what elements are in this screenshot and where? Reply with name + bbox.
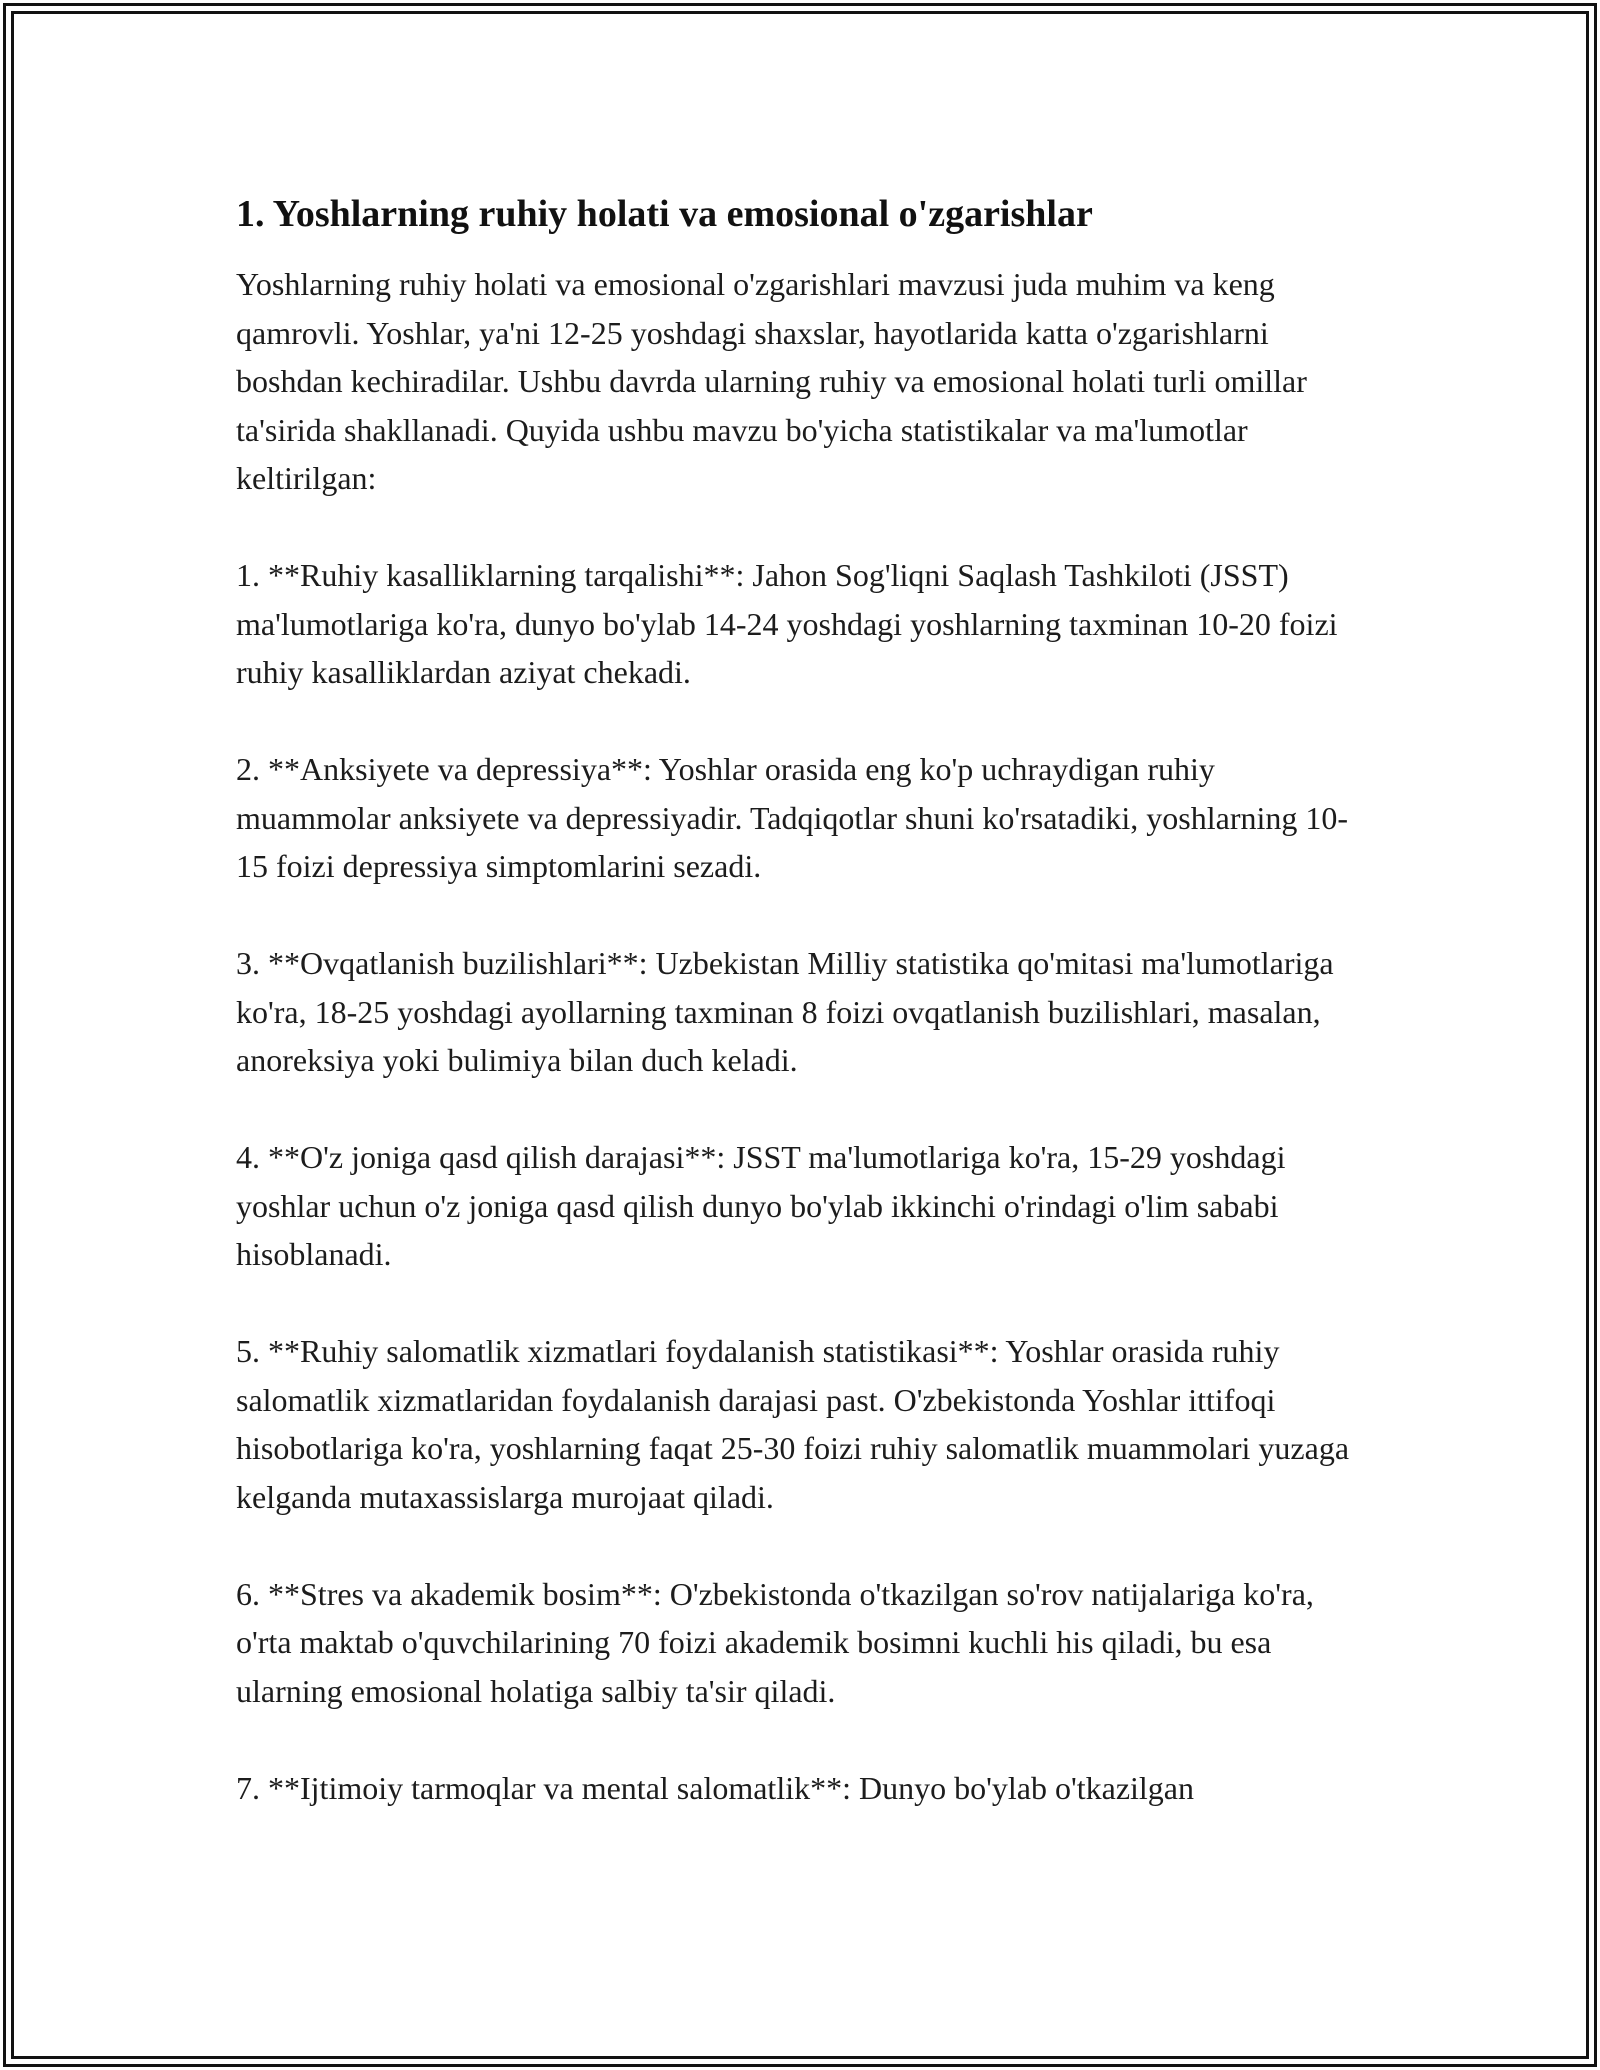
list-item-mental-health-services: 5. **Ruhiy salomatlik xizmatlari foydalanish statistikasi**: Yoshlar orasida ruhiy salomatlik xizmatlaridan foydalanish darajasi past. O'zbekistonda Yoshlar ittifoqi hisobotlariga ko'ra, yoshlarning faqat 25-30 foizi ruhiy salomatlik muammolari yuzaga kelganda mutaxassislarga murojaat qiladi. <box>236 1333 1350 1515</box>
intro-paragraph: Yoshlarning ruhiy holati va emosional o'zgarishlari mavzusi juda muhim va keng qamrovli. Yoshlar, ya'ni 12-25 yoshdagi shaxslar, hayotlarida katta o'zgarishlarni boshdan kechiradilar. Ushbu davrda ularning ruhiy va emosional holati turli omillar ta'sirida shakllanadi. Quyida ushbu mavzu bo'yicha statistikalar va ma'lumotlar keltirilgan: <box>236 266 1307 496</box>
list-item-anxiety-depression: 2. **Anksiyete va depressiya**: Yoshlar orasida eng ko'p uchraydigan ruhiy muammolar anksiyete va depressiyadir. Tadqiqotlar shuni ko'rsatadiki, yoshlarning 10-15 foizi depressiya simptomlarini sezadi. <box>236 751 1349 884</box>
list-item-mental-illness-prevalence: 1. **Ruhiy kasalliklarning tarqalishi**: Jahon Sog'liqni Saqlash Tashkiloti (JSST) ma'lumotlariga ko'ra, dunyo bo'ylab 14-24 yoshdagi yoshlarning taxminan 10-20 foizi ruhiy kasalliklardan aziyat chekadi. <box>236 557 1338 690</box>
section-heading: 1. Yoshlarning ruhiy holati va emosional o'zgarishlar <box>236 193 1093 235</box>
list-item-eating-disorders: 3. **Ovqatlanish buzilishlari**: Uzbekistan Milliy statistika qo'mitasi ma'lumotlariga ko'ra, 18-25 yoshdagi ayollarning taxminan 8 foizi ovqatlanish buzilishlari, masalan, anoreksiya yoki bulimiya bilan duch keladi. <box>236 945 1334 1078</box>
list-item-academic-stress: 6. **Stres va akademik bosim**: O'zbekistonda o'tkazilgan so'rov natijalariga ko'ra, o'rta maktab o'quvchilarining 70 foizi akademik bosimni kuchli his qiladi, bu esa ularning emosional holatiga salbiy ta'sir qiladi. <box>236 1575 1314 1709</box>
list-item-suicide-rate: 4. **O'z joniga qasd qilish darajasi**: JSST ma'lumotlariga ko'ra, 15-29 yoshdagi yoshlar uchun o'z joniga qasd qilish dunyo bo'ylab ikkinchi o'rindagi o'lim sababi hisoblanadi. <box>236 1139 1286 1272</box>
document-body <box>236 190 1376 1812</box>
list-item-social-media: 7. **Ijtimoiy tarmoqlar va mental salomatlik**: Dunyo bo'ylab o'tkazilgan <box>236 1769 1194 1806</box>
